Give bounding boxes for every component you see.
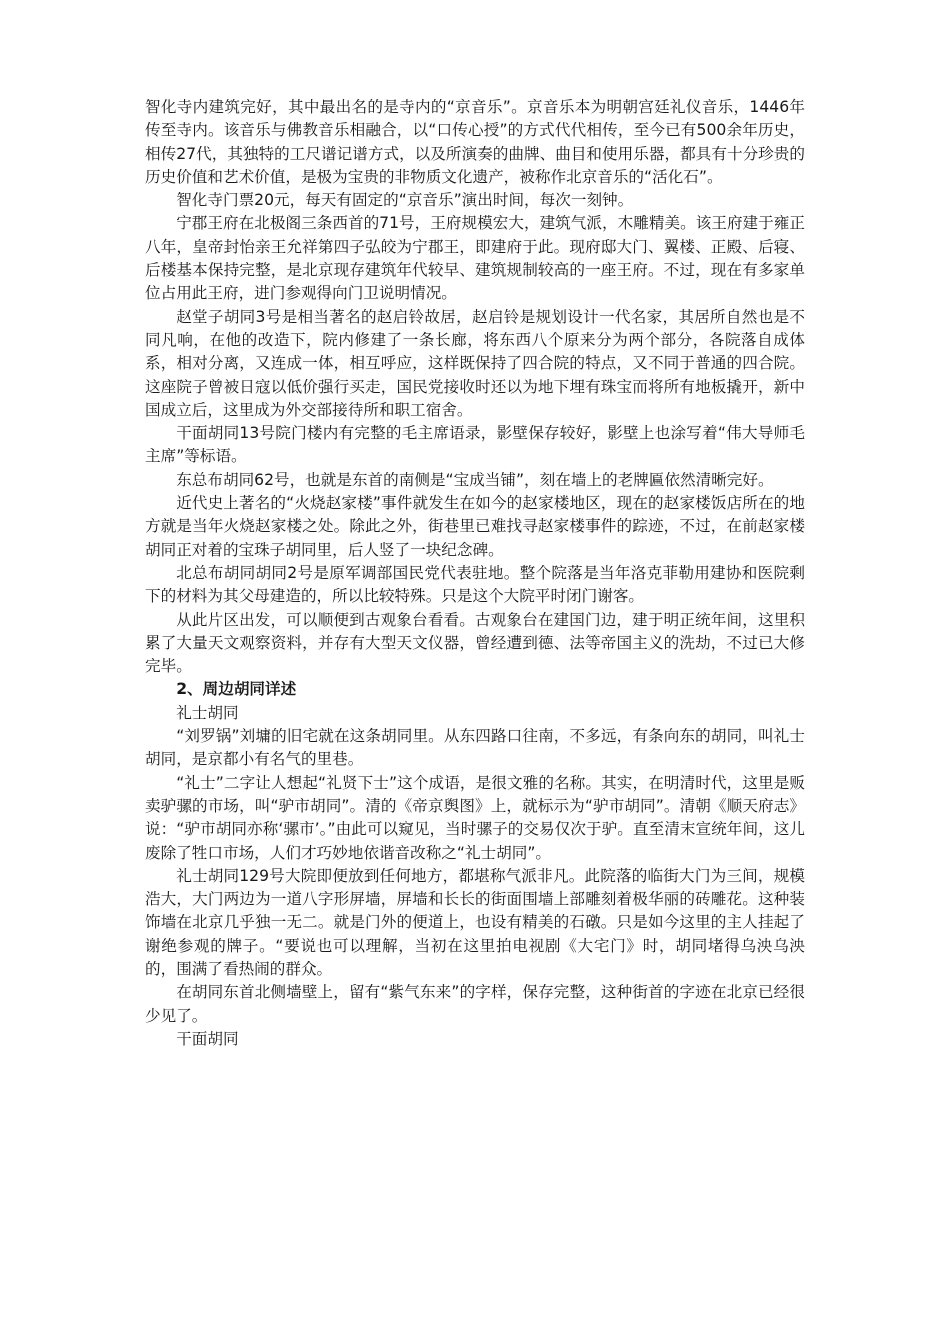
paragraph-ziqi-donglai: 在胡同东首北侧墙壁上，留有“紫气东来”的字样，保存完整，这种街首的字迹在北京已经很少见了。: [145, 983, 805, 1025]
document-body: [145, 96, 805, 1051]
paragraph-ganmian-13: 干面胡同13号院门楼内有完整的毛主席语录，影壁保存较好，影壁上也涂写着“伟大导师毛主席”等标语。: [145, 424, 805, 466]
paragraph-ning-prince-mansion: 宁郡王府在北极阁三条西首的71号，王府规模宏大，建筑气派，木雕精美。该王府建于雍正八年，皇帝封怡亲王允祥第四子弘皎为宁郡王，即建府于此。现府邸大门、翼楼、正殿、后寝、后楼基本保持完整，是北京现存建筑年代较早、建筑规制较高的一座王府。不过，现在有多家单位占用此王府，进门参观得向门卫说明情况。: [145, 214, 805, 303]
paragraph-zhaojialou: 近代史上著名的“火烧赵家楼”事件就发生在如今的赵家楼地区，现在的赵家楼饭店所在的地方就是当年火烧赵家楼之处。除此之外，街巷里已难找寻赵家楼事件的踪迹，不过，在前赵家楼胡同正对着的宝珠子胡同里，后人竖了一块纪念碑。: [145, 494, 805, 559]
paragraph-liu-yong-residence: “刘罗锅”刘墉的旧宅就在这条胡同里。从东四路口往南，不多远，有条向东的胡同，叫礼士胡同，是京都小有名气的里巷。: [145, 727, 805, 769]
paragraph-lishi-129: 礼士胡同129号大院即便放到任何地方，都堪称气派非凡。此院落的临街大门为三间，规模浩大，大门两边为一道八字形屏墙，屏墙和长长的街面围墙上部雕刻着极华丽的砖雕花。这种装饰墙在北京几乎独一无二。就是门外的便道上，也设有精美的石礅。只是如今这里的主人挂起了谢绝参观的牌子。“要说也可以理解，当初在这里拍电视剧《大宅门》时，胡同堵得乌泱乌泱的，围满了看热闹的群众。: [145, 866, 805, 978]
paragraph-lishi-name-origin: “礼士”二字让人想起“礼贤下士”这个成语，是很文雅的名称。其实，在明清时代，这里是贩卖驴骡的市场，叫“驴市胡同”。清的《帝京舆图》上，就标示为“驴市胡同”。清朝《顺天府志》说：“驴市胡同亦称‘骡市’。”由此可以窥见，当时骡子的交易仅次于驴。直至清末宣统年间，这儿废除了牲口市场，人们才巧妙地依谐音改称之“礼士胡同”。: [145, 773, 805, 862]
subsection-title-lishi: 礼士胡同: [176, 703, 239, 722]
subsection-title-ganmian: 干面胡同: [176, 1029, 239, 1048]
paragraph-ancient-observatory: 从此片区出发，可以顺便到古观象台看看。古观象台在建国门边，建于明正统年间，这里积累了大量天文观察资料，并存有大型天文仪器，曾经遭到德、法等帝国主义的洗劫，不过已大修完毕。: [145, 610, 805, 676]
paragraph-zhihua-ticket: 智化寺门票20元，每天有固定的“京音乐”演出时间，每次一刻钟。: [176, 191, 634, 210]
section-heading: 2、周边胡同详述: [176, 680, 297, 699]
paragraph-beizongbu-2: 北总布胡同胡同2号是原军调部国民党代表驻地。整个院落是当年洛克菲勒用建协和医院剩下的材料为其父母建造的，所以比较特殊。只是这个大院平时闭门谢客。: [145, 563, 805, 606]
paragraph-zhao-residence: 赵堂子胡同3号是相当著名的赵启铃故居，赵启铃是规划设计一代名家，其居所自然也是不同凡响，在他的改造下，院内修建了一条长廊，将东西八个原来分为两个部分，各院落自成体系，相对分离，又连成一体，相互呼应，这样既保持了四合院的特点，又不同于普通的四合院。这座院子曾被日寇以低价强行买走，国民党接收时还以为地下埋有珠宝而将所有地板撬开，新中国成立后，这里成为外交部接待所和职工宿舍。: [145, 307, 805, 419]
paragraph-dongzongbu-62: 东总布胡同62号，也就是东首的南侧是“宝成当铺”，刻在墙上的老牌匾依然清晰完好。: [176, 470, 774, 489]
paragraph-zhihua-temple-music: 智化寺内建筑完好，其中最出名的是寺内的“京音乐”。京音乐本为明朝宫廷礼仪音乐，1446年传至寺内。该音乐与佛教音乐相融合，以“口传心授”的方式代代相传，至今已有500余年历史，相传27代，其独特的工尺谱记谱方式，以及所演奏的曲牌、曲目和使用乐器，都具有十分珍贵的历史价值和艺术价值，是极为宝贵的非物质文化遗产，被称作北京音乐的“活化石”。: [145, 98, 805, 186]
